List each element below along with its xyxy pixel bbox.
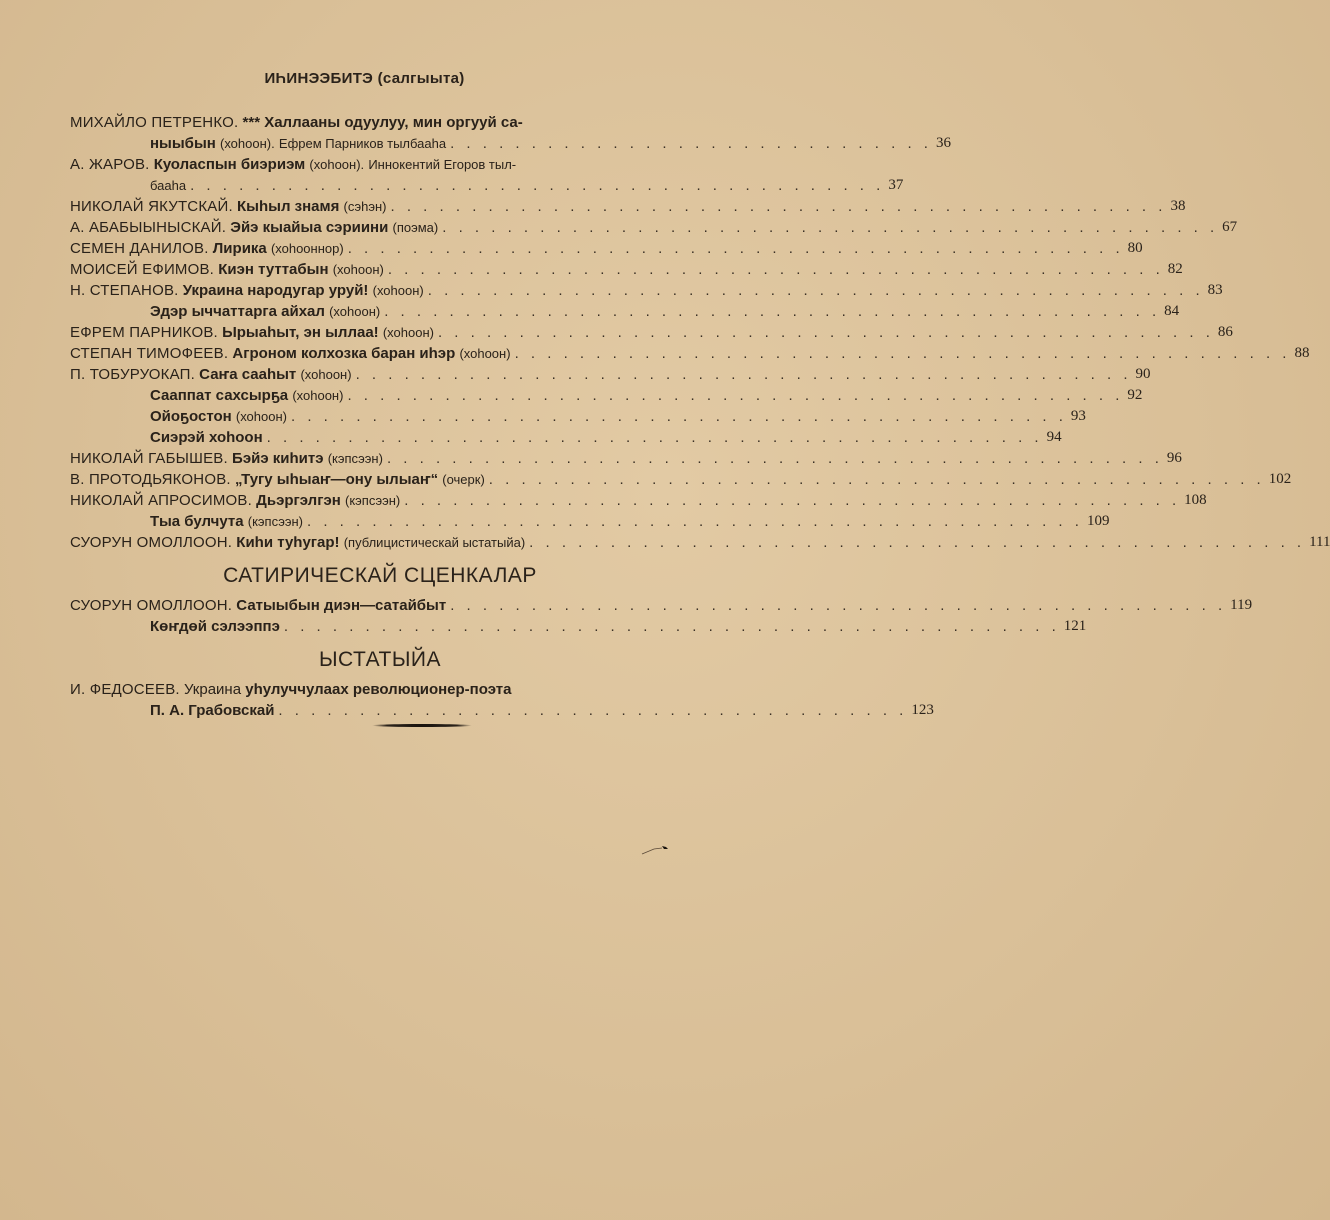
entry-translator: Иннокентий Егоров тыл- <box>368 157 517 172</box>
entry-translator: Ефрем Парников тылбааһа <box>278 136 447 151</box>
leader-dots: . . . . . . . . . . . . . . . . . . . . . . . . . . . . . . . . . . . . . . . . . . . . . . . . <box>386 450 1163 467</box>
entry-author: ЕФРЕМ ПАРНИКОВ. <box>70 324 218 341</box>
entry-genre: (хоһоон) <box>235 409 287 424</box>
entry-author: МОИСЕЙ ЕФИМОВ. <box>70 261 215 278</box>
toc-entry <box>70 301 1180 322</box>
entry-genre: (кэпсээн) <box>344 493 401 508</box>
entry-author: МИХАЙЛО ПЕТРЕНКО. <box>70 114 239 131</box>
entry-title: Ойоҕостон <box>150 408 232 425</box>
leader-dots: . . . . . . . . . . . . . . . . . . . . . . . . . . . . . . . . . . . . . . . . . . . . . . . . <box>442 219 1219 236</box>
entry-title: Саҥа сааһыт <box>199 366 297 383</box>
entry-page: 90 <box>1135 366 1151 382</box>
entry-genre: (хоһоон) <box>329 304 381 319</box>
entry-genre: (очерк) <box>442 472 485 487</box>
toc-entry <box>70 259 1183 280</box>
leader-dots: . . . . . . . . . . . . . . . . . . . . . . . . . . . . . . . . . . . . . . . . . . . . . . . . <box>355 366 1132 383</box>
entry-title: Бэйэ киһитэ <box>232 450 324 467</box>
toc-entry <box>70 490 1207 511</box>
entry-page: 83 <box>1207 282 1223 298</box>
entry-genre: (хоһоон) <box>292 388 344 403</box>
leader-dots: . . . . . . . . . . . . . . . . . . . . . . . . . . . . . . . . . . . . . . . . . . . . . . . . <box>347 387 1124 404</box>
toc-entry <box>70 469 1292 490</box>
leader-dots: . . . . . . . . . . . . . . . . . . . . . . . . . . . . . . . . . . . . . . . . . . . . . . . . <box>266 429 1043 446</box>
section-title-article: ЫСТАТЫЙА <box>318 648 442 671</box>
entry-page: 111 <box>1309 534 1330 550</box>
entry-page: 109 <box>1086 513 1110 529</box>
entry-author: СУОРУН ОМОЛЛООН. <box>70 597 233 614</box>
leader-dots: . . . . . . . . . . . . . . . . . . . . . . . . . . . . . . . . . . . . . . . <box>278 702 908 719</box>
entry-title: уһулуччулаах революционер-поэта <box>245 681 512 698</box>
leader-dots: . . . . . . . . . . . . . . . . . . . . . . . . . . . . . . . . . . . . . . . . . . . . . . . . <box>488 471 1265 488</box>
entry-genre: (хоһоон) <box>332 262 384 277</box>
entry-author: СТЕПАН ТИМОФЕЕВ. <box>70 345 229 362</box>
entry-author: В. ПРОТОДЬЯКОНОВ. <box>70 471 231 488</box>
entry-page: 36 <box>935 135 951 151</box>
entry-genre: (кэпсээн) <box>327 451 383 466</box>
entry-author: А. ЖАРОВ. <box>70 156 150 173</box>
toc-entry <box>70 322 1233 343</box>
entry-page: 93 <box>1070 408 1086 424</box>
entry-genre: (хоһоон). <box>220 136 275 151</box>
toc-entry <box>70 343 1310 364</box>
entry-title: Сааппат сахсырҕа <box>150 387 289 404</box>
leader-dots: . . . . . . . . . . . . . . . . . . . . . . . . . . . . . . . . . . . . . . . . . . . . . . . . <box>427 282 1204 299</box>
entry-title: Агроном колхозка баран иһэр <box>232 345 456 362</box>
entry-title: Сатыыбын диэн—сатайбыт <box>236 597 447 614</box>
entry-genre: (хоһоон) <box>459 346 511 361</box>
entry-title: Кыһыл знамя <box>237 198 340 215</box>
entry-genre: (хоһоон) <box>382 325 434 340</box>
entry-page: 37 <box>888 177 904 193</box>
leader-dots: . . . . . . . . . . . . . . . . . . . . . . . . . . . . . . . . . . . . . . . . . . . . . . . . <box>347 240 1124 257</box>
entry-page: 123 <box>911 702 934 718</box>
entry-title: Киһи туһугар! <box>236 534 340 551</box>
entry-title-cont: ныыбын <box>150 135 216 152</box>
entry-genre: (поэма) <box>392 220 439 235</box>
leader-dots: . . . . . . . . . . . . . . . . . . . . . . . . . . . . . . . . . . . . . . . . . . . . . . . . <box>387 261 1164 278</box>
leader-dots: . . . . . . . . . . . . . . . . . . . . . . . . . . . . . . . . . . . . . . . . . . . . . . . . <box>529 534 1306 551</box>
entry-page: 94 <box>1046 429 1062 445</box>
entry-page: 80 <box>1127 240 1143 256</box>
toc-entry <box>70 616 1087 637</box>
toc-entry <box>70 196 1186 217</box>
entry-author: НИКОЛАЙ ГАБЫШЕВ. <box>70 450 228 467</box>
toc-entry <box>70 238 1143 259</box>
entry-page: 92 <box>1127 387 1143 403</box>
leader-dots: . . . . . . . . . . . . . . . . . . . . . . . . . . . . . . . . . . . . . . . . . . . . . . . . <box>307 513 1083 530</box>
entry-title: Куоласпын биэриэм <box>153 156 306 173</box>
toc-entry <box>70 448 1182 469</box>
toc-entry <box>70 112 951 154</box>
entry-page: 96 <box>1166 450 1182 466</box>
leader-dots: . . . . . . . . . . . . . . . . . . . . . . . . . . . . . . . . . . . . . . . . . . . . . . . . <box>514 345 1291 362</box>
leader-dots: . . . . . . . . . . . . . . . . . . . . . . . . . . . . . . . . . . . . . . . . . . . . . . . . <box>437 324 1214 341</box>
entry-genre: (хоһоон) <box>372 283 424 298</box>
entry-title: Эйэ кыайыа сэриини <box>230 219 389 236</box>
entry-page: 82 <box>1167 261 1183 277</box>
decorative-rule <box>372 724 472 727</box>
entry-genre: (публицистическай ыстатыйа) <box>343 535 526 550</box>
entry-genre: (хоһооннор) <box>270 241 344 256</box>
toc-entry <box>70 154 904 196</box>
entry-genre: (кэпсээн) <box>247 514 304 529</box>
entry-page: 67 <box>1222 219 1238 235</box>
entry-title: Лирика <box>212 240 267 257</box>
leader-dots: . . . . . . . . . . . . . . . . . . . . . . . . . . . . . . . . . . . . . . . . . . . <box>190 177 885 194</box>
entry-page: 38 <box>1170 198 1186 214</box>
entry-page: 119 <box>1230 597 1253 613</box>
entry-title-cont: бааһа <box>150 178 187 193</box>
entry-title: Дьэргэлгэн <box>256 492 341 509</box>
toc-entry <box>70 511 1110 532</box>
toc-entry <box>70 385 1143 406</box>
entry-genre: (хоһоон) <box>300 367 352 382</box>
entry-title: „Тугу ыһыаҥ—ону ылыаҥ“ <box>234 471 439 488</box>
entry-author: СУОРУН ОМОЛЛООН. <box>70 534 233 551</box>
toc-entry <box>70 532 1330 553</box>
toc-entry <box>70 427 1062 448</box>
leader-dots: . . . . . . . . . . . . . . . . . . . . . . . . . . . . . . <box>450 135 932 152</box>
page-heading: ИҺИНЭЭБИТЭ (салгыыта) <box>264 70 465 87</box>
toc-entry <box>70 280 1223 301</box>
leader-dots: . . . . . . . . . . . . . . . . . . . . . . . . . . . . . . . . . . . . . . . . . . . . . . . . <box>404 492 1181 509</box>
entry-title-prefix: Украина <box>183 681 242 698</box>
entry-genre: (хоһоон). <box>309 157 365 172</box>
entry-page: 121 <box>1063 618 1087 634</box>
entry-title: *** Халлааны одуулуу, мин оргууй са- <box>242 114 523 131</box>
entry-author: НИКОЛАЙ ЯКУТСКАЙ. <box>70 198 233 215</box>
entry-page: 84 <box>1164 303 1180 319</box>
entry-author: СЕМЕН ДАНИЛОВ. <box>70 240 209 257</box>
leader-dots: . . . . . . . . . . . . . . . . . . . . . . . . . . . . . . . . . . . . . . . . . . . . . . . . <box>283 618 1060 635</box>
entry-title: Ырыаһыт, эн ыллаа! <box>222 324 379 341</box>
toc-entry <box>70 364 1151 385</box>
entry-title: Тыа булчута <box>150 513 244 530</box>
toc-entry <box>70 595 1253 616</box>
entry-author: П. ТОБУРУОКАП. <box>70 366 195 383</box>
entry-author: И. ФЕДОСЕЕВ. <box>70 681 180 698</box>
ink-smudge-icon <box>640 845 670 855</box>
table-of-contents <box>70 112 1330 721</box>
entry-page: 88 <box>1294 345 1310 361</box>
entry-genre: (сэһэн) <box>343 199 387 214</box>
entry-author: А. АБАБЫЫНЫСКАЙ. <box>70 219 227 236</box>
toc-entry <box>70 679 934 721</box>
entry-page: 108 <box>1184 492 1207 508</box>
entry-title: Эдэр ыччаттарга айхал <box>150 303 325 320</box>
toc-entry <box>70 217 1238 238</box>
entry-author: НИКОЛАЙ АПРОСИМОВ. <box>70 492 252 509</box>
entry-title: Көҥдөй сэлээппэ <box>150 618 280 635</box>
entry-title-cont: П. А. Грабовскай <box>150 702 275 719</box>
leader-dots: . . . . . . . . . . . . . . . . . . . . . . . . . . . . . . . . . . . . . . . . . . . . . . . . <box>291 408 1067 425</box>
entry-title: Сиэрэй хоһоон <box>150 429 263 446</box>
leader-dots: . . . . . . . . . . . . . . . . . . . . . . . . . . . . . . . . . . . . . . . . . . . . . . . . <box>450 597 1227 614</box>
entry-author: Н. СТЕПАНОВ. <box>70 282 179 299</box>
entry-page: 86 <box>1217 324 1233 340</box>
section-title-satire: САТИРИЧЕСКАЙ СЦЕНКАЛАР <box>223 564 537 587</box>
leader-dots: . . . . . . . . . . . . . . . . . . . . . . . . . . . . . . . . . . . . . . . . . . . . . . . . <box>390 198 1167 215</box>
leader-dots: . . . . . . . . . . . . . . . . . . . . . . . . . . . . . . . . . . . . . . . . . . . . . . . . <box>384 303 1161 320</box>
entry-page: 102 <box>1268 471 1292 487</box>
entry-title: Украина народугар уруй! <box>182 282 369 299</box>
entry-title: Киэн туттабын <box>218 261 329 278</box>
toc-entry <box>70 406 1086 427</box>
